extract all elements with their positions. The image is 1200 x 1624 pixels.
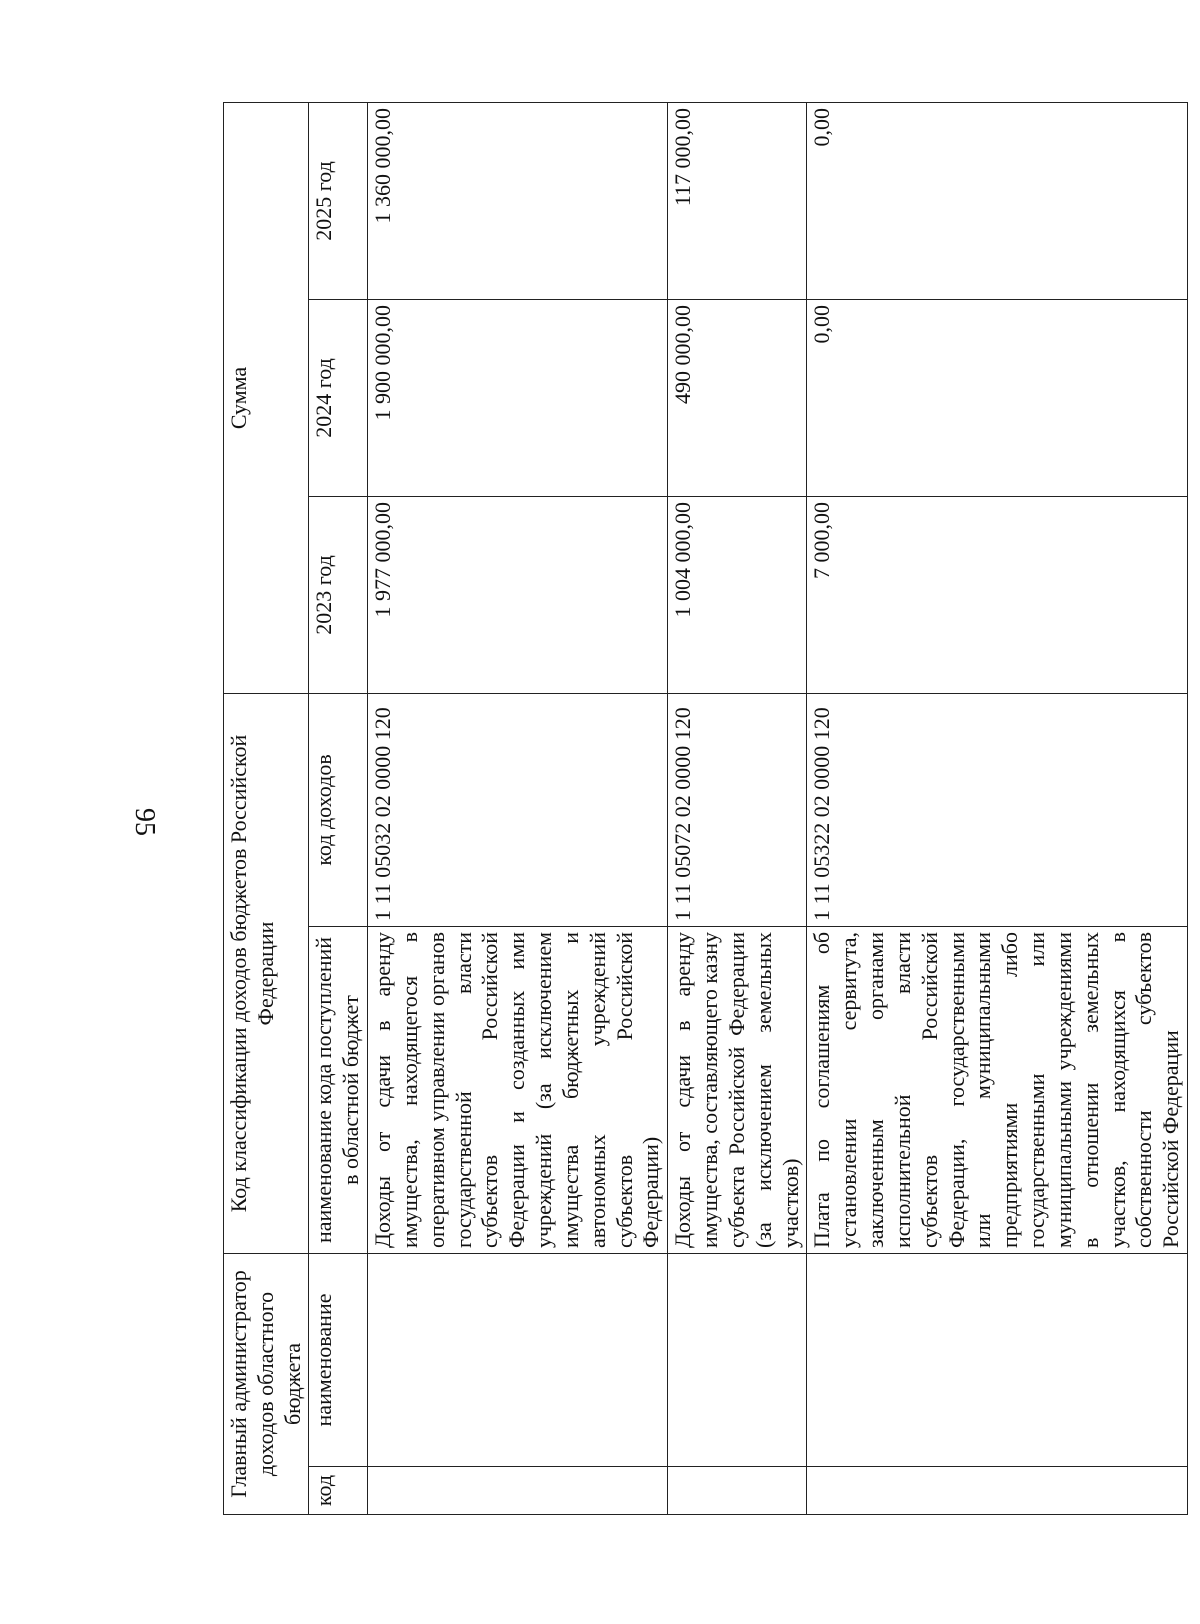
table-row — [807, 102, 1188, 1514]
cell-admin-name — [807, 1253, 1188, 1466]
cell-amount-2023: 1 004 000,00 — [668, 496, 807, 693]
header-sum-group: Сумма — [224, 102, 309, 693]
cell-amount-2023: 1 977 000,00 — [368, 496, 668, 693]
cell-amount-2024: 1 900 000,00 — [368, 299, 668, 496]
cell-kod — [807, 1467, 1188, 1515]
header-col-revenue-code: код доходов — [309, 693, 368, 926]
cell-amount-2025: 0,00 — [807, 102, 1188, 299]
header-col-kod: код — [309, 1467, 368, 1515]
cell-revenue-code: 1 11 05322 02 0000 120 — [807, 693, 1188, 926]
cell-kod — [668, 1467, 807, 1515]
revenue-table — [223, 102, 1188, 1515]
cell-admin-name — [368, 1253, 668, 1466]
table-row — [668, 102, 807, 1514]
cell-amount-2023: 7 000,00 — [807, 496, 1188, 693]
cell-admin-name — [668, 1253, 807, 1466]
header-col-2023: 2023 год — [309, 496, 368, 693]
cell-amount-2025: 1 360 000,00 — [368, 102, 668, 299]
header-row-groups — [224, 102, 309, 1514]
header-admin-group: Главный администратор доходов областного бюджета — [224, 1253, 309, 1514]
cell-description: Плата по соглашениям об установлении сервитута, заключенным органами исполнительной власти субъектов Российской Федерации, государственными или муниципальными предприятиями либо государственными или муниципальными учреждениями в отношении земельных участков, находящихся в собственности субъектов Российской Федерации — [807, 926, 1188, 1253]
header-code-group: Код классификации доходов бюджетов Российской Федерации — [224, 693, 309, 1253]
header-col-admin-name: наименование — [309, 1253, 368, 1466]
cell-kod — [368, 1467, 668, 1515]
rotated-table-container — [223, 103, 1184, 1515]
cell-description: Доходы от сдачи в аренду имущества, находящегося в оперативном управлении органов государственной власти субъектов Российской Федерации и созданных ими учреждений (за исключением имущества бюджетных и автономных учреждений субъектов Российской Федерации) — [368, 926, 668, 1253]
table-row — [368, 102, 668, 1514]
cell-amount-2025: 117 000,00 — [668, 102, 807, 299]
header-col-2024: 2024 год — [309, 299, 368, 496]
cell-amount-2024: 0,00 — [807, 299, 1188, 496]
cell-revenue-code: 1 11 05032 02 0000 120 — [368, 693, 668, 926]
header-col-revenue-name: наименование кода поступлений в областной бюджет — [309, 926, 368, 1253]
header-row-columns — [309, 102, 368, 1514]
header-col-2025: 2025 год — [309, 102, 368, 299]
cell-revenue-code: 1 11 05072 02 0000 120 — [668, 693, 807, 926]
cell-description: Доходы от сдачи в аренду имущества, составляющего казну субъекта Российской Федерации (за исключением земельных участков) — [668, 926, 807, 1253]
cell-amount-2024: 490 000,00 — [668, 299, 807, 496]
page-number: 95 — [129, 808, 160, 836]
